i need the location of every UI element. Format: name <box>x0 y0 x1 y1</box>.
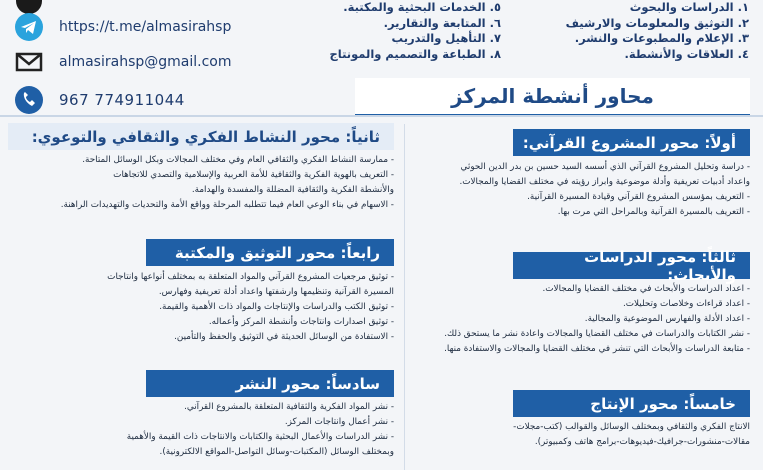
section-line: - دراسة وتحليل المشروع القرآني الذي أسسه السيد حسين بن بدر الدين الحوثي <box>460 162 750 172</box>
top-mid-list <box>281 0 501 62</box>
section-line: وبمختلف الوسائل (المكتبات-وسائل التواصل-المواقع الالكترونية). <box>159 447 394 457</box>
section-6-title: سادساً: محور النشر <box>235 374 380 393</box>
section-line: - التعريف بالهوية الفكرية والثقافية للأمة العربية والإسلامية والتصدي للاتجاهات <box>113 170 394 180</box>
mail-icon <box>14 47 44 77</box>
section-2-body <box>8 153 394 213</box>
section-5-header <box>513 390 750 417</box>
section-line: واعداد أدبيات تعريفية وأدلة موضوعية وابراز رؤيته في مختلف القضايا والمجالات. <box>459 177 750 187</box>
section-2-title: ثانياً: محور النشاط الفكري والثقافي والتوعوي: <box>31 127 380 146</box>
section-line: الانتاج الفكري والثقافي وبمختلف الوسائل والقوالب (كتب-مجلات- <box>513 422 750 432</box>
section-line: - اعداد قراءات وخلاصات وتحليلات. <box>622 299 750 309</box>
section-line: المسيرة القرآنية وتنظيمها وارشفتها واعداد أدلة تعريفية وفهارس. <box>158 287 394 297</box>
section-line: - التعريف بالمسيرة القرآنية وبالمراحل التي مرت بها. <box>557 207 750 217</box>
section-line: - توثيق الكتب والدراسات والإنتاجات والمواد ذات الأهمية والقيمة. <box>159 302 394 312</box>
section-3-body <box>410 282 750 357</box>
section-4-body <box>8 270 394 345</box>
section-line: والأنشطة الفكرية والثقافية المضللة والمفسدة والهدامة. <box>191 185 394 195</box>
list-item: ٨. الطباعة والتصميم والمونتاج <box>329 46 501 61</box>
section-line: - نشر الدراسات والأعمال البحثية والكتابات والانتاجات ذات القيمة والأهمية <box>126 432 394 442</box>
telegram-link[interactable]: https://t.me/almasirahsp <box>59 19 232 35</box>
phone-icon <box>14 85 44 115</box>
list-item: ٣. الإعلام والمطبوعات والنشر. <box>574 31 749 45</box>
column-divider <box>404 124 405 470</box>
section-4-header <box>146 239 394 266</box>
section-line: - الاستفادة من الوسائل الحديثة في التوثيق والحفظ والتأمين. <box>174 332 394 342</box>
list-item: ٥. الخدمات البحثية والمكتبة. <box>343 0 501 14</box>
section-line: - التعريف بمؤسس المشروع القرآني وقيادة المسيرة القرآنية. <box>527 192 750 202</box>
section-line: - اعداد الدراسات والأبحاث في مختلف القضايا والمجالات. <box>542 284 750 294</box>
section-1-title: أولاً: محور المشروع القرآني: <box>522 133 736 152</box>
list-item: ٤. العلاقات والأنشطة. <box>624 46 749 61</box>
section-line: - نشر الكتابات والدراسات في مختلف القضايا والمجالات واعادة نشر ما يستحق ذلك. <box>444 329 750 339</box>
banner-title <box>355 78 750 117</box>
list-item: ٢. التوثيق والمعلومات والارشيف <box>565 15 749 30</box>
phone-number[interactable]: 967 774911044 <box>59 91 185 109</box>
section-line: - نشر أعمال وانتاجات المركز. <box>284 417 394 427</box>
top-right-list <box>519 0 749 62</box>
section-5-title: خامساً: محور الإنتاج <box>590 394 736 413</box>
list-item: ٧. التأهيل والتدريب <box>391 31 501 45</box>
phone-row[interactable] <box>14 83 185 117</box>
section-line: مقالات-منشورات-جرافيك-فيديوهات-برامج هاتف وكمبيوتر). <box>534 437 750 447</box>
section-1-body <box>410 160 750 220</box>
section-line: - الاسهام في بناء الوعي العام فيما تتطلبه المرحلة وواقع الأمة والتحديات والتهديدات الراهنة. <box>60 200 394 210</box>
section-1-header <box>513 129 750 156</box>
section-5-body <box>410 420 750 450</box>
section-line: - ممارسة النشاط الفكري والثقافي العام وفي مختلف المجالات وبكل الوسائل المتاحة. <box>82 155 394 165</box>
list-item: ١. الدراسات والبحوث <box>629 0 749 14</box>
page-title: محاور أنشطة المركز <box>451 84 654 108</box>
email-link[interactable]: almasirahsp@gmail.com <box>59 54 232 70</box>
section-6-header <box>146 370 394 397</box>
email-row[interactable] <box>14 45 232 79</box>
section-3-header <box>513 247 750 284</box>
section-line: - توثيق اصدارات وانتاجات وأنشطة المركز وأعماله. <box>208 317 394 327</box>
telegram-icon <box>14 12 44 42</box>
section-3-title: ثالثاً: محور الدراسات والأبحاث: <box>584 247 736 284</box>
section-2-header <box>8 123 394 150</box>
list-item: ٦. المتابعة والتقارير. <box>383 15 501 30</box>
banner-divider <box>0 115 763 117</box>
section-line: - متابعة الدراسات والأبحاث التي تنشر في مختلف القضايا والمجالات والاستفادة منها. <box>444 344 750 354</box>
section-6-body <box>8 400 394 460</box>
telegram-row[interactable] <box>14 10 232 44</box>
section-4-title: رابعاً: محور التوثيق والمكتبة <box>174 243 380 262</box>
section-line: - اعداد الأدلة والفهارس الموضوعية والمجالية. <box>584 314 750 324</box>
section-line: - نشر المواد الفكرية والثقافية المتعلقة بالمشروع القرآني. <box>184 402 394 412</box>
section-line: - توثيق مرجعيات المشروع القرآني والمواد المتعلقة به بمختلف أنواعها وانتاجات <box>107 272 394 282</box>
